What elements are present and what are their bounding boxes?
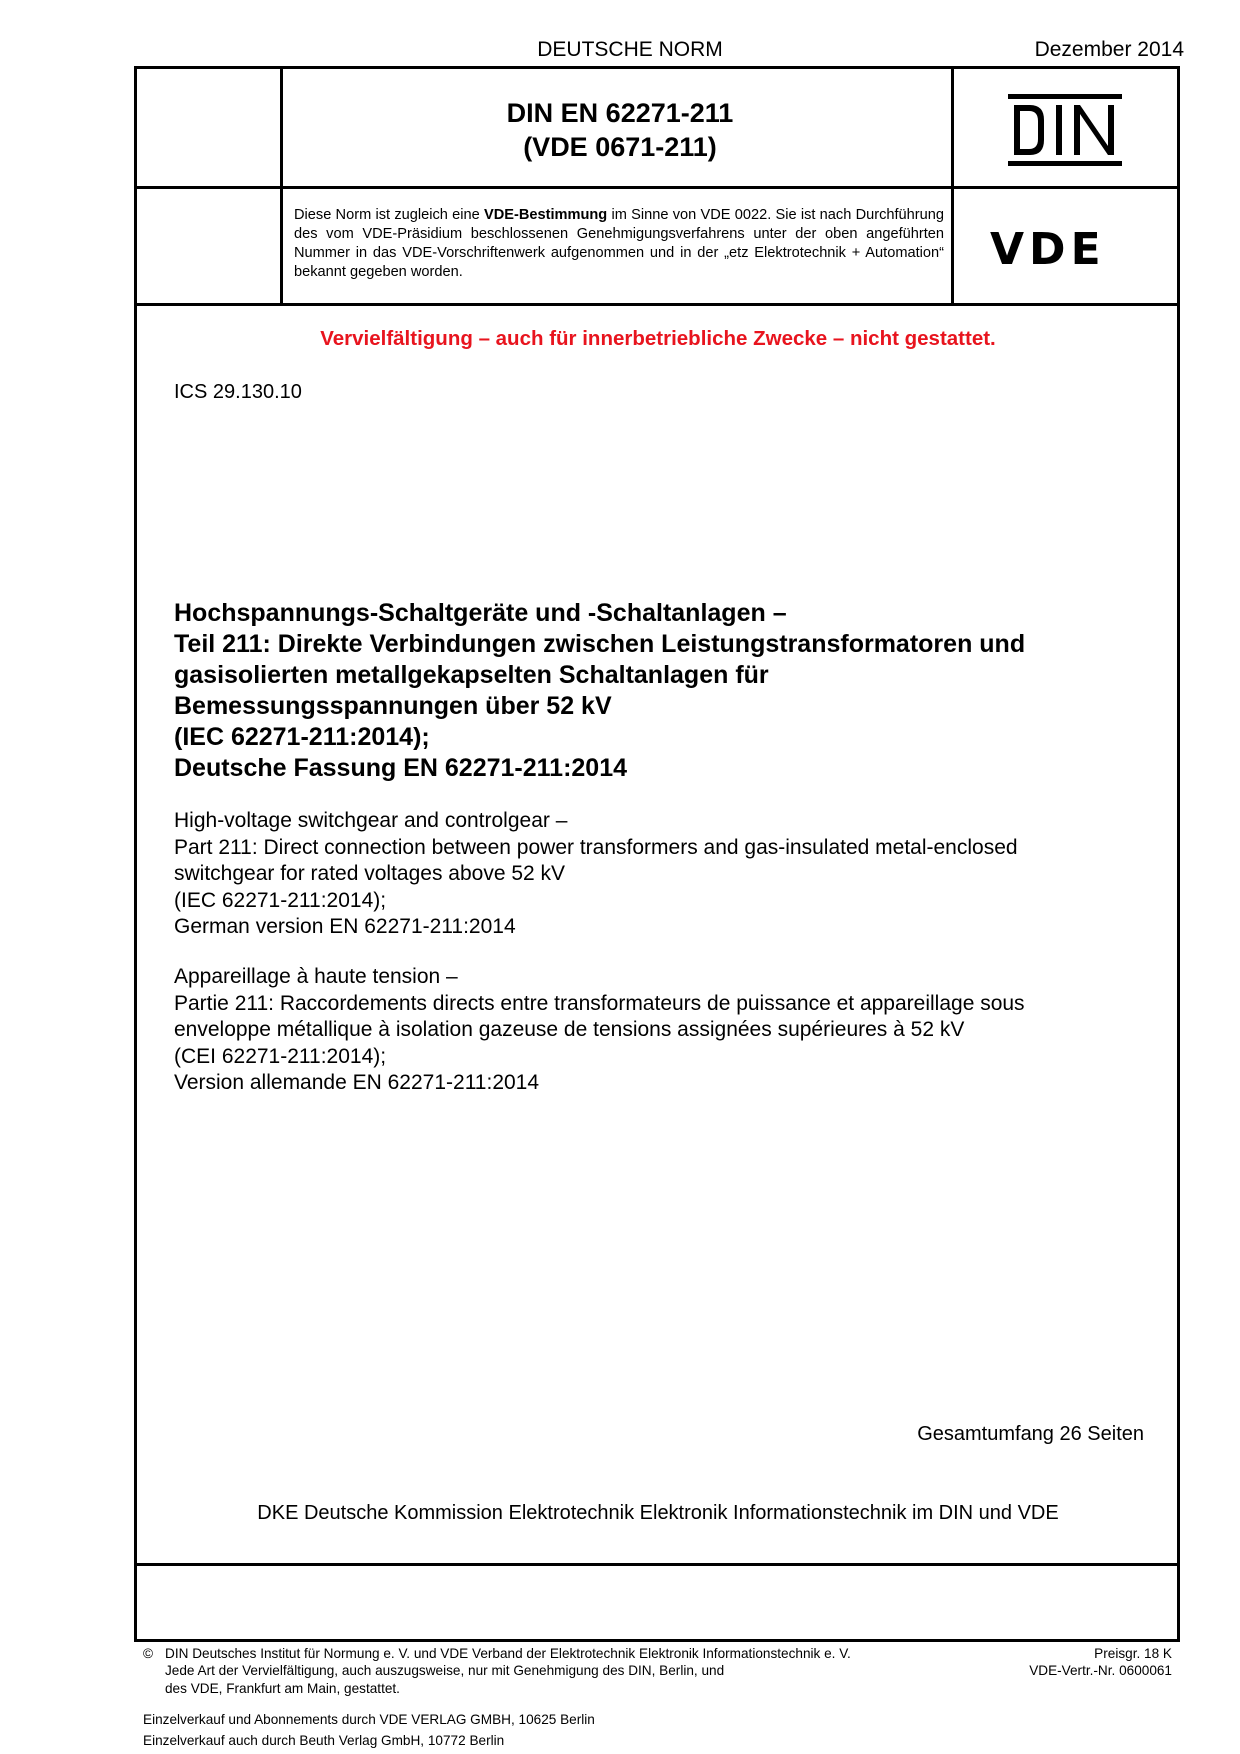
title-english-line: (IEC 62271-211:2014);: [174, 888, 387, 912]
norm-type-heading: DEUTSCHE NORM: [537, 38, 723, 61]
vde-note-text-2: im Sinne von VDE 0022. Sie ist nach Durchführung des vom VDE-Präsidium beschlossenen Genehmigungsverfahrens unter der oben angeführten Nummer in das VDE-Vorschriftenwerk aufgenommen und in der „etz Elektrotechnik + Automation“ bekannt gegeben worden.: [294, 207, 944, 280]
price-info: [1029, 1645, 1172, 1680]
price-group: Preisgr. 18 K: [1094, 1646, 1172, 1661]
title-french-line: Appareillage à haute tension –: [174, 965, 458, 988]
vde-regulation-note: [294, 206, 944, 282]
title-german-line: Bemessungsspannungen über 52 kV: [174, 692, 612, 720]
title-french-line: Partie 211: Raccordements directs entre transformateurs de puissance et appareillage sous: [174, 991, 1025, 1015]
footer-divider: [137, 1563, 1177, 1566]
document-number-vde: (VDE 0671-211): [523, 132, 717, 162]
title-french-line: enveloppe métallique à isolation gazeuse de tensions assignées supérieures à 52 kV: [174, 1018, 965, 1041]
copyright-notice: [165, 1645, 945, 1697]
vde-logo: VDE: [990, 224, 1106, 275]
vde-note-bold: VDE-Bestimmung: [483, 207, 608, 223]
ics-code: ICS 29.130.10: [174, 381, 302, 403]
title-english-line: Part 211: Direct connection between power transformers and gas-insulated metal-enclosed: [174, 835, 1018, 859]
title-german: [174, 598, 1134, 784]
sales-info-beuth: Einzelverkauf auch durch Beuth Verlag GmbH, 10772 Berlin: [143, 1733, 505, 1748]
title-german-line: (IEC 62271-211:2014);: [174, 723, 430, 751]
title-english-line: switchgear for rated voltages above 52 kV: [174, 862, 566, 885]
document-number: [285, 96, 955, 164]
title-french-line: (CEI 62271-211:2014);: [174, 1044, 387, 1068]
title-german-line: Hochspannungs-Schaltgeräte und -Schaltanlagen –: [174, 599, 787, 627]
document-number-din: DIN EN 62271-211: [506, 98, 734, 128]
reproduction-warning: Vervielfältigung – auch für innerbetriebliche Zwecke – nicht gestattet.: [320, 327, 996, 350]
dke-committee: DKE Deutsche Kommission Elektrotechnik Elektronik Informationstechnik im DIN und VDE: [257, 1502, 1059, 1524]
header-divider-bottom: [137, 303, 1177, 306]
copyright-symbol: ©: [143, 1646, 154, 1661]
title-english-line: German version EN 62271-211:2014: [174, 915, 516, 938]
title-german-line: gasisolierten metallgekapselten Schaltanlagen für: [174, 661, 769, 689]
copyright-line: des VDE, Frankfurt am Main, gestattet.: [165, 1680, 400, 1696]
title-english-line: High-voltage switchgear and controlgear –: [174, 809, 568, 832]
sales-info-vde: Einzelverkauf und Abonnements durch VDE VERLAG GMBH, 10625 Berlin: [143, 1712, 595, 1727]
total-pages: Gesamtumfang 26 Seiten: [917, 1423, 1144, 1445]
title-german-line: Deutsche Fassung EN 62271-211:2014: [174, 754, 628, 782]
copyright-line: Jede Art der Vervielfältigung, auch auszugsweise, nur mit Genehmigung des DIN, Berlin, und: [165, 1663, 725, 1679]
din-logo: [1008, 94, 1122, 166]
title-french: [174, 964, 1134, 1097]
title-german-line: Teil 211: Direkte Verbindungen zwischen Leistungstransformatoren und: [174, 630, 1026, 658]
copyright-line: DIN Deutsches Institut für Normung e. V. und VDE Verband der Elektrotechnik Elektronik Informationstechnik e. V.: [165, 1646, 851, 1661]
publication-date: Dezember 2014: [1034, 38, 1184, 61]
title-english: [174, 808, 1134, 941]
distribution-number: VDE-Vertr.-Nr. 0600061: [1029, 1663, 1172, 1679]
vde-note-text-1: Diese Norm ist zugleich eine: [294, 207, 484, 223]
header-divider-middle: [137, 186, 1177, 189]
din-logo-graphic: [1008, 94, 1122, 166]
title-french-line: Version allemande EN 62271-211:2014: [174, 1071, 540, 1094]
